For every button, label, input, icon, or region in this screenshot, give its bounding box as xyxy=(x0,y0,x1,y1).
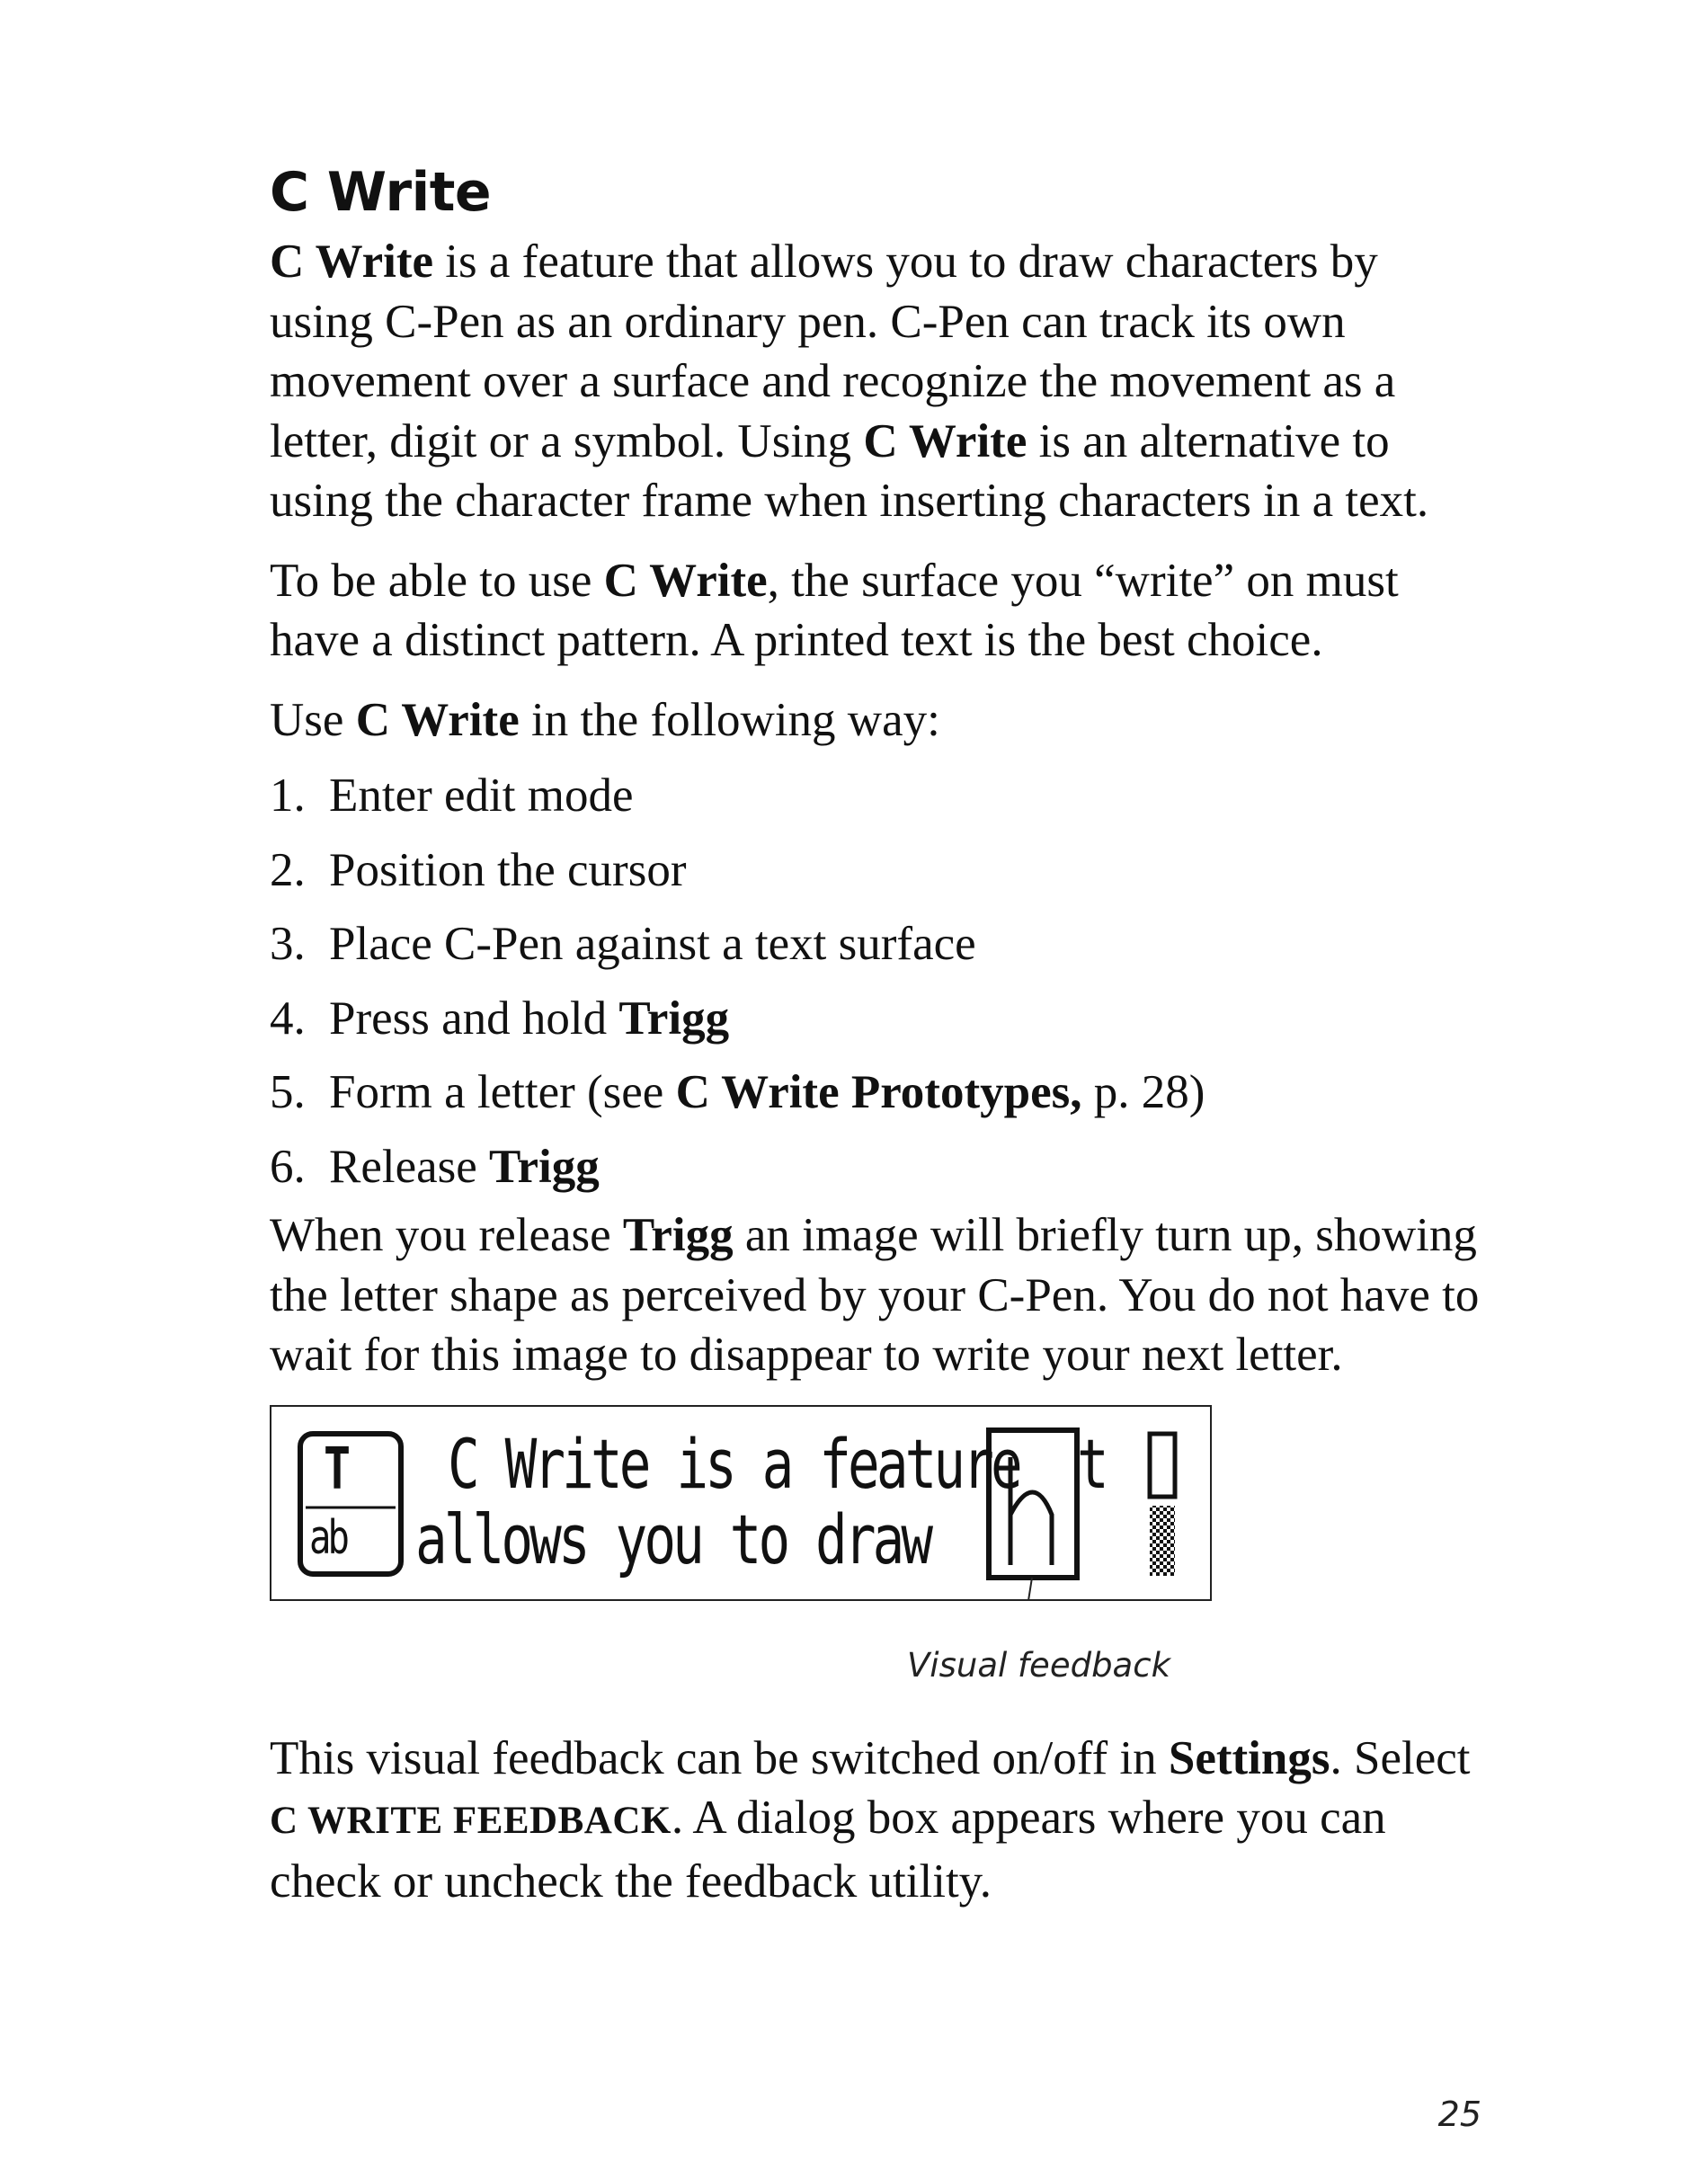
mode-top-label: T xyxy=(324,1436,348,1503)
visual-feedback-caption: Visual feedback xyxy=(907,1645,1171,1685)
callout-line xyxy=(1023,1578,1032,1599)
display-line-1-tail: t xyxy=(1077,1423,1106,1504)
settings-term: Settings xyxy=(1168,1731,1330,1784)
intro-paragraph xyxy=(270,232,1492,531)
steps-list xyxy=(270,759,1492,1204)
list-item: 3. Place C-Pen against a text surface xyxy=(270,918,976,970)
intro-text-2: is an alternative to using the character frame when inserting characters in a text. xyxy=(270,414,1429,527)
list-item: 4. Press and hold Trigg xyxy=(270,992,730,1045)
display-line-2: allows you to draw xyxy=(415,1499,930,1579)
list-item: 1. Enter edit mode xyxy=(270,769,634,822)
list-item: 6. Release Trigg xyxy=(270,1140,600,1193)
surface-text-2: , the surface you “write” on must have a distinct pattern. A printed text is the best choice. xyxy=(270,554,1399,666)
surface-text-1: To be able to use xyxy=(270,554,604,607)
intro-text-1: is a feature that allows you to draw characters by using C-Pen as an ordinary pen. C-Pen can track its own movement over a surface and recognize the movement as a letter, digit or a symbol. Using xyxy=(270,236,1396,467)
scrollbar-thumb xyxy=(1150,1434,1175,1497)
usage-text-2: in the following way: xyxy=(519,693,940,746)
scrollbar-track xyxy=(1150,1506,1175,1576)
content xyxy=(270,160,1492,1931)
list-item: 5. Form a letter (see C Write Prototypes, p. 28) xyxy=(270,1066,1205,1118)
term-c-write-2: C Write xyxy=(863,414,1027,467)
display-line-1: C Write is a feature xyxy=(448,1423,1019,1504)
surface-paragraph xyxy=(270,551,1492,671)
term-c-write: C Write xyxy=(270,236,434,288)
pen-display xyxy=(270,1405,1212,1601)
mode-bottom-label: ab xyxy=(309,1510,347,1565)
feedback-paragraph: This visual feedback can be switched on/off in Settings. Select C WRITE FEEDBACK. A dialog box appears where you can check or uncheck the feedback utility. xyxy=(270,1731,1471,1908)
page-number: 25 xyxy=(1437,2095,1481,2134)
trigg-term: Trigg xyxy=(622,1209,734,1261)
display-figure xyxy=(270,1405,1223,1702)
section-heading: C Write xyxy=(270,161,492,224)
release-paragraph: When you release Trigg an image will briefly turn up, showing the letter shape as perceived by your C-Pen. You do not have to wait for this image to disappear to write your next letter. xyxy=(270,1209,1480,1381)
list-item: 2. Position the cursor xyxy=(270,843,687,896)
usage-paragraph xyxy=(270,690,1492,751)
usage-text-1: Use xyxy=(270,693,356,746)
menu-option-c-write-feedback: C WRITE FEEDBACK xyxy=(270,1800,672,1842)
surface-term: C Write xyxy=(603,554,768,607)
usage-term: C Write xyxy=(355,693,520,746)
